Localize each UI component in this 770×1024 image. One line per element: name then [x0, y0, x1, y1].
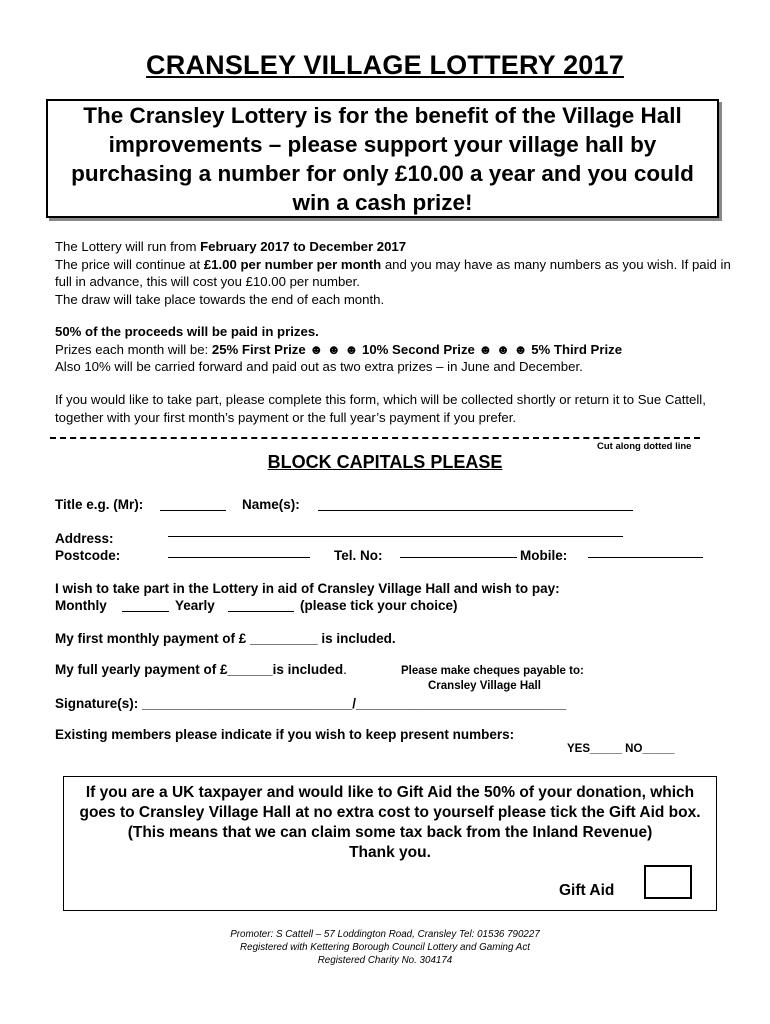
full-payment-text: My full yearly payment of £______is included — [55, 662, 344, 677]
gift-aid-checkbox[interactable] — [644, 865, 692, 899]
tel-label: Tel. No: — [334, 548, 383, 563]
first-prize: 25% First Prize — [211, 341, 306, 357]
intro-text: The Cransley Lottery is for the benefit of the Village Hall improvements – please support your village hall by purchasing a number for only £10.00 a year and you could win a cash prize! — [71, 102, 694, 215]
instructions-text: If you would like to take part, please complete this form, which will be collected shortly or return it to Sue Cattell, together with your first month’s payment or the full year’s payment if you prefer. — [55, 392, 706, 425]
info-paragraph — [55, 238, 735, 308]
title-field[interactable] — [160, 510, 226, 511]
footer-charity: Registered Charity No. 304174 — [317, 955, 453, 966]
page-title: CRANSLEY VILLAGE LOTTERY 2017 — [146, 50, 624, 80]
yearly-tick-field[interactable] — [228, 611, 294, 612]
gift-aid-thanks: Thank you. — [349, 844, 431, 861]
cheques-payee: Cransley Village Hall — [428, 680, 541, 692]
cut-label: Cut along dotted line — [597, 441, 692, 452]
names-field[interactable] — [318, 510, 633, 511]
yearly-label: Yearly — [175, 598, 215, 613]
price-value: £1.00 per number per month — [203, 256, 382, 272]
draw-text: The draw will take place towards the end of each month. — [55, 291, 385, 307]
title-label: Title e.g. (Mr): — [55, 497, 144, 512]
run-prefix: The Lottery will run from — [55, 239, 201, 254]
tel-field[interactable] — [400, 557, 517, 558]
cheques-note: Please make cheques payable to: — [401, 665, 584, 677]
smiley-icon: ☻ ☻ ☻ — [309, 341, 359, 357]
postcode-label: Postcode: — [55, 548, 121, 563]
tick-note: (please tick your choice) — [300, 598, 458, 613]
prizes-paragraph — [55, 323, 735, 376]
third-prize: 5% Third Prize — [531, 341, 623, 357]
intro-box — [46, 99, 719, 218]
address-field[interactable] — [168, 536, 623, 537]
monthly-label: Monthly — [55, 598, 107, 613]
cut-line — [50, 437, 700, 439]
second-prize: 10% Second Prize — [362, 341, 475, 357]
footer-promoter: Promoter: S Cattell – 57 Loddington Road, Cransley Tel: 01536 790227 — [230, 929, 540, 940]
monthly-tick-field[interactable] — [122, 611, 169, 612]
address-label: Address: — [55, 531, 114, 546]
gift-aid-body: If you are a UK taxpayer and would like to Gift Aid the 50% of your donation, which goes to Cransley Village Hall at no extra cost to yourself please tick the Gift Aid box. (This means that we can claim some tax back from the Inland Revenue) — [79, 784, 701, 841]
wish-text: I wish to take part in the Lottery in aid of Cransley Village Hall and wish to pay: — [55, 581, 560, 596]
mobile-field[interactable] — [588, 557, 703, 558]
postcode-field[interactable] — [168, 557, 310, 558]
footer-registered: Registered with Kettering Borough Council Lottery and Gaming Act — [240, 942, 530, 953]
price-prefix: The price will continue at — [55, 256, 204, 272]
prizes-heading: 50% of the proceeds will be paid in prizes. — [55, 324, 319, 339]
gift-aid-text — [63, 783, 717, 863]
smiley-icon: ☻ ☻ ☻ — [478, 341, 528, 357]
carry-forward-text: Also 10% will be carried forward and paid out as two extra prizes – in June and December. — [55, 359, 583, 374]
signature-field[interactable]: Signature(s): ____________________________/____________________________ — [55, 696, 567, 711]
existing-members-text: Existing members please indicate if you wish to keep present numbers: — [55, 727, 515, 742]
mobile-label: Mobile: — [520, 548, 568, 563]
gift-aid-label: Gift Aid — [559, 882, 615, 899]
full-payment-field[interactable] — [55, 662, 347, 677]
prizes-prefix: Prizes each month will be: — [55, 341, 212, 357]
price-suffix: and you may have as many numbers as you wish. If paid in full in advance, this will cost you £10.00 per number. — [55, 256, 731, 289]
full-payment-dot: . — [343, 662, 347, 677]
first-payment-field[interactable]: My first monthly payment of £ _________ is included. — [55, 631, 396, 646]
run-dates: February 2017 to December 2017 — [200, 239, 407, 254]
footer — [0, 928, 770, 967]
block-capitals-heading: BLOCK CAPITALS PLEASE — [267, 452, 503, 472]
names-label: Name(s): — [242, 497, 300, 512]
yes-no-field[interactable]: YES_____ NO_____ — [567, 743, 675, 755]
